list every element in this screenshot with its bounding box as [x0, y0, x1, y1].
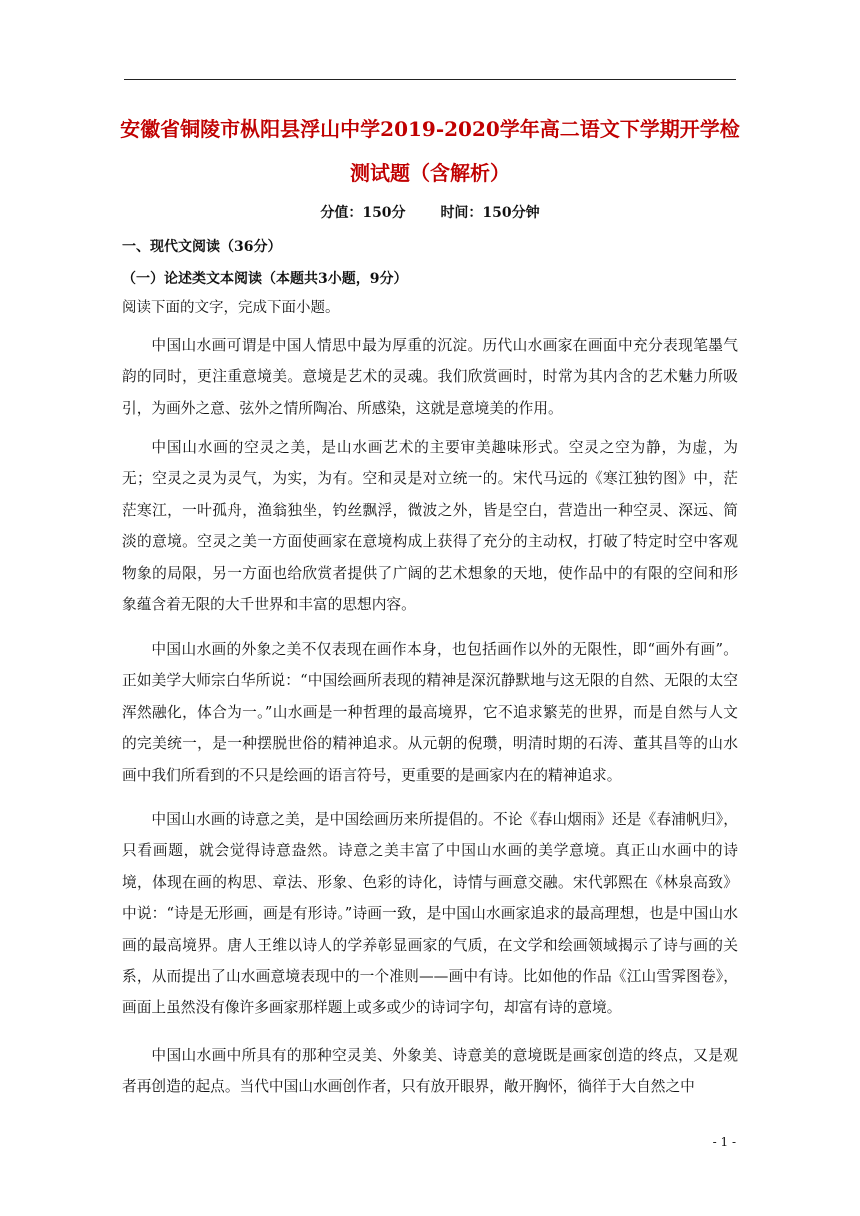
subsection-heading: （一）论述类文本阅读（本题共3小题，9分）: [122, 271, 408, 287]
paragraph-2: 中国山水画的空灵之美，是山水画艺术的主要审美趣味形式。空灵之空为静，为虚，为无；空灵之灵为灵气，为实，为有。空和灵是对立统一的。宋代马远的《寒江独钓图》中，茫茫寒江，一叶孤舟，渔翁独坐，钓丝飘浮，微波之外，皆是空白，营造出一种空灵、深远、简淡的意境。空灵之美一方面使画家在意境构成上获得了充分的主动权，打破了特定时空中客观物象的局限，另一方面也给欣赏者提供了广阔的艺术想象的天地，使作品中的有限的空间和形象蕴含着无限的大千世界和丰富的思想内容。: [122, 439, 738, 614]
document-title-line-1: 安徽省铜陵市枞阳县浮山中学2019-2020学年高二语文下学期开学检: [120, 117, 740, 141]
paragraph-5: 中国山水画中所具有的那种空灵美、外象美、诗意美的意境既是画家创造的终点，又是观者再创造的起点。当代中国山水画创作者，只有放开眼界，敞开胸怀，徜徉于大自然之中: [122, 1047, 738, 1096]
score-label: 分值：150分: [320, 205, 406, 221]
page-number: - 1 -: [712, 1135, 736, 1149]
paragraph-4: 中国山水画的诗意之美，是中国绘画历来所提倡的。不论《春山烟雨》还是《春浦帆归》，只看画题，就会觉得诗意盎然。诗意之美丰富了中国山水画的美学意境。真正山水画中的诗境，体现在画的构思、章法、形象、色彩的诗化，诗情与画意交融。宋代郭熙在《林泉高致》中说：“诗是无形画，画是有形诗。”诗画一致，是中国山水画家追求的最高理想，也是中国山水画的最高境界。唐人王维以诗人的学养彰显画家的气质，在文学和绘画领域揭示了诗与画的关系，从而提出了山水画意境表现中的一个准则——画中有诗。比如他的作品《江山雪霁图卷》，画面上虽然没有像许多画家那样题上或多或少的诗词字句，却富有诗的意境。: [122, 811, 738, 1017]
reading-instruction: 阅读下面的文字，完成下面小题。: [122, 300, 340, 316]
document-title-line-2: 测试题（含解析）: [350, 161, 510, 185]
paragraph-3: 中国山水画的外象之美不仅表现在画作本身，也包括画作以外的无限性，即“画外有画”。正如美学大师宗白华所说：“中国绘画所表现的精神是深沉静默地与这无限的自然、无限的太空浑然融化，体合为一。”山水画是一种哲理的最高境界，它不追求繁芜的世界，而是自然与人文的完美统一，是一种摆脱世俗的精神追求。从元朝的倪瓒，明清时期的石涛、董其昌等的山水画中我们所看到的不只是绘画的语言符号，更重要的是画家内在的精神追求。: [122, 641, 738, 784]
section-heading: 一、现代文阅读（36分）: [122, 239, 282, 255]
header-rule: [124, 79, 736, 80]
exam-meta: [0, 203, 860, 223]
paragraph-1: 中国山水画可谓是中国人情思中最为厚重的沉淀。历代山水画家在画面中充分表现笔墨气韵的同时，更注重意境美。意境是艺术的灵魂。我们欣赏画时，时常为其内含的艺术魅力所吸引，为画外之意、弦外之情所陶冶、所感染，这就是意境美的作用。: [122, 337, 738, 417]
time-label: 时间：150分钟: [440, 205, 540, 221]
